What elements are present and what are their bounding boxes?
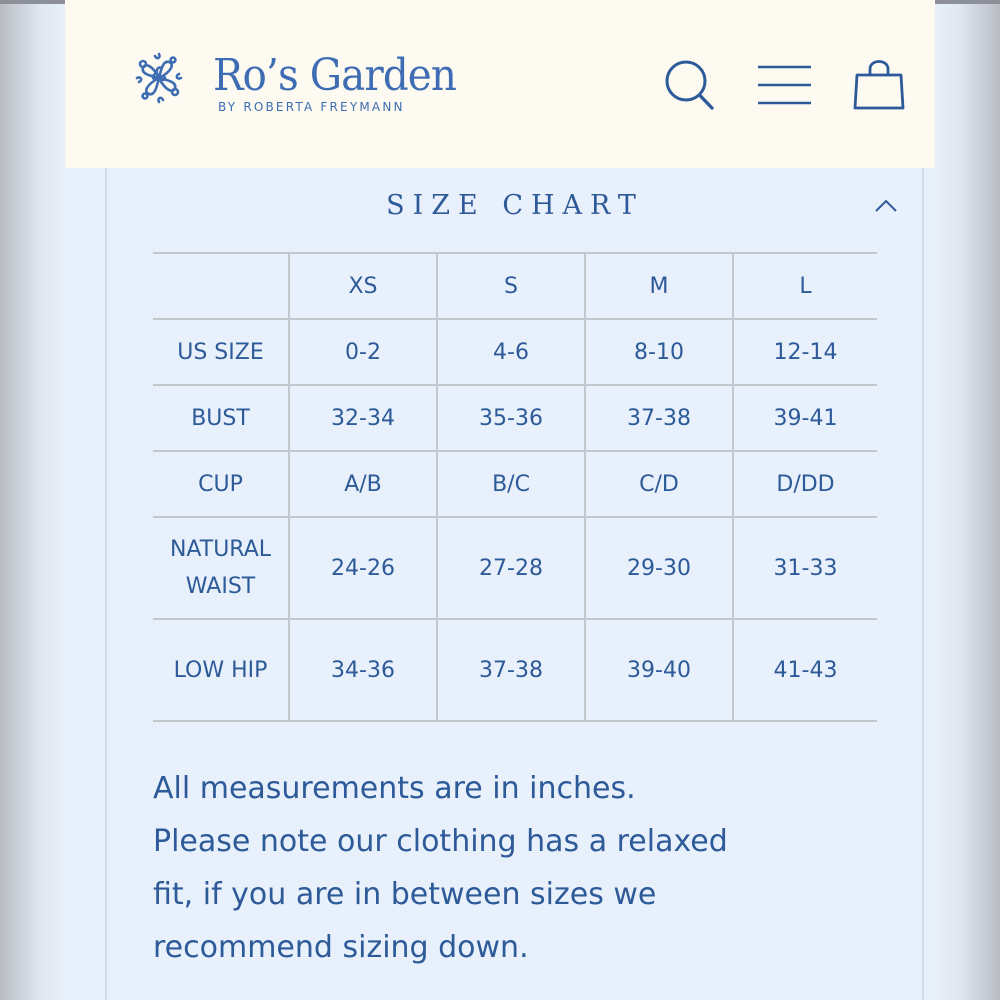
search-icon (662, 55, 718, 115)
table-row (153, 619, 877, 721)
table-cell: 39-40 (585, 619, 733, 721)
column-header (153, 253, 289, 319)
table-cell: 37-38 (585, 385, 733, 451)
row-label: CUP (153, 451, 289, 517)
menu-button[interactable] (755, 55, 811, 115)
content-border-left (105, 168, 107, 1000)
table-cell: C/D (585, 451, 733, 517)
table-header-row (153, 253, 877, 319)
brand-logo[interactable] (131, 50, 457, 122)
table-cell: 34-36 (289, 619, 437, 721)
column-header: XS (289, 253, 437, 319)
content-border-right (922, 168, 924, 1000)
note-line: recommend sizing down. (153, 930, 529, 965)
collapse-toggle[interactable] (873, 196, 899, 216)
table-cell: 0-2 (289, 319, 437, 385)
table-cell: 12-14 (733, 319, 877, 385)
table-row (153, 517, 877, 619)
note-line: fit, if you are in between sizes we (153, 877, 657, 912)
table-cell: 39-41 (733, 385, 877, 451)
row-label: NATURAL WAIST (153, 517, 289, 619)
brand-subtitle: BY ROBERTA FREYMANN (218, 100, 405, 114)
table-cell: 32-34 (289, 385, 437, 451)
note-line: Please note our clothing has a relaxed (153, 824, 728, 859)
cart-button[interactable] (851, 55, 907, 115)
table-cell: A/B (289, 451, 437, 517)
section-title[interactable]: SIZE CHART (386, 190, 644, 221)
note-line: All measurements are in inches. (153, 771, 636, 806)
table-cell: B/C (437, 451, 585, 517)
size-chart-table (153, 252, 877, 722)
table-cell: 29-30 (585, 517, 733, 619)
search-button[interactable] (662, 55, 718, 115)
site-header (65, 0, 935, 168)
table-cell: D/DD (733, 451, 877, 517)
table-cell: 41-43 (733, 619, 877, 721)
row-label: US SIZE (153, 319, 289, 385)
table-cell: 35-36 (437, 385, 585, 451)
row-label: LOW HIP (153, 619, 289, 721)
table-row (153, 319, 877, 385)
table-cell: 27-28 (437, 517, 585, 619)
column-header: L (733, 253, 877, 319)
chevron-up-icon (873, 196, 899, 216)
table-cell: 8-10 (585, 319, 733, 385)
measurement-note (153, 762, 853, 974)
flower-logo-icon (131, 50, 187, 106)
table-cell: 37-38 (437, 619, 585, 721)
brand-name: Ro’s Garden (213, 50, 457, 101)
shopping-bag-icon (851, 55, 907, 115)
table-cell: 4-6 (437, 319, 585, 385)
size-chart-section (153, 168, 877, 1000)
table-cell: 24-26 (289, 517, 437, 619)
menu-icon (755, 55, 811, 115)
table-row (153, 385, 877, 451)
column-header: S (437, 253, 585, 319)
row-label: BUST (153, 385, 289, 451)
column-header: M (585, 253, 733, 319)
table-row (153, 451, 877, 517)
table-cell: 31-33 (733, 517, 877, 619)
